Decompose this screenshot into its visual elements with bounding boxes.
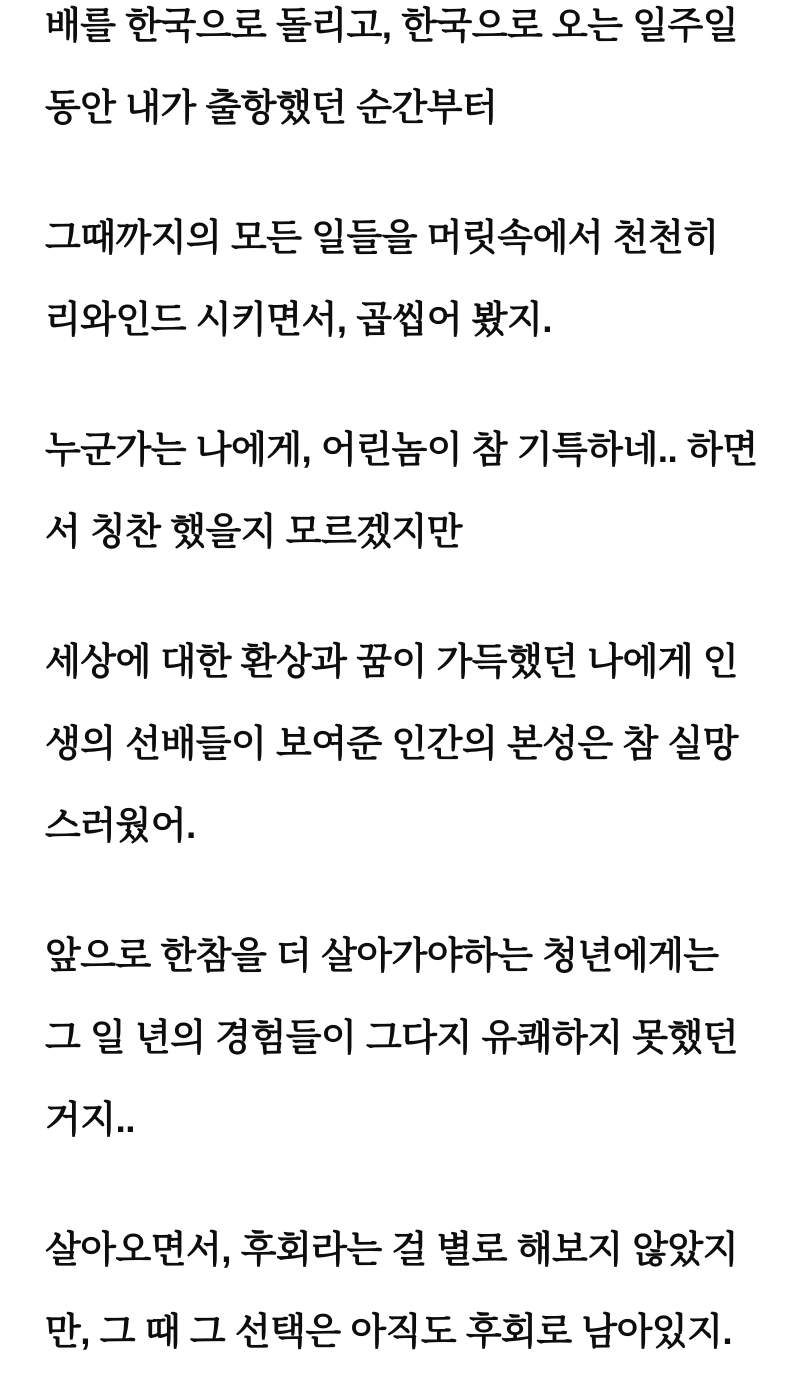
paragraph-4 <box>45 621 758 867</box>
text-body <box>45 0 758 1373</box>
text-line: 서 칭찬 했을지 모르겠지만 <box>45 511 463 552</box>
paragraph-5 <box>45 915 758 1161</box>
text-line: 생의 선배들이 보여준 인간의 본성은 참 실망 <box>45 723 739 764</box>
text-line: 동안 내가 출항했던 순간부터 <box>45 87 498 128</box>
paragraph-1 <box>45 0 758 149</box>
text-line: 만, 그 때 그 선택은 아직도 후회로 남아있지. <box>45 1311 733 1352</box>
text-line: 그때까지의 모든 일들을 머릿속에서 천천히 <box>45 217 719 258</box>
paragraph-2 <box>45 197 758 361</box>
text-line: 그 일 년의 경험들이 그다지 유쾌하지 못했던 <box>45 1017 739 1058</box>
paragraph-6 <box>45 1209 758 1373</box>
text-line: 앞으로 한참을 더 살아가야하는 청년에게는 <box>45 935 719 976</box>
text-line: 세상에 대한 환상과 꿈이 가득했던 나에게 인 <box>45 641 739 682</box>
text-line: 배를 한국으로 돌리고, 한국으로 오는 일주일 <box>45 5 739 46</box>
text-line: 리와인드 시키면서, 곱씹어 봤지. <box>45 299 553 340</box>
text-line: 스러웠어. <box>45 805 196 846</box>
paragraph-3 <box>45 409 758 573</box>
text-line: 거지.. <box>45 1099 136 1140</box>
text-line: 살아오면서, 후회라는 걸 별로 해보지 않았지 <box>45 1229 739 1270</box>
text-line: 누군가는 나에게, 어린놈이 참 기특하네.. 하면 <box>45 429 758 470</box>
